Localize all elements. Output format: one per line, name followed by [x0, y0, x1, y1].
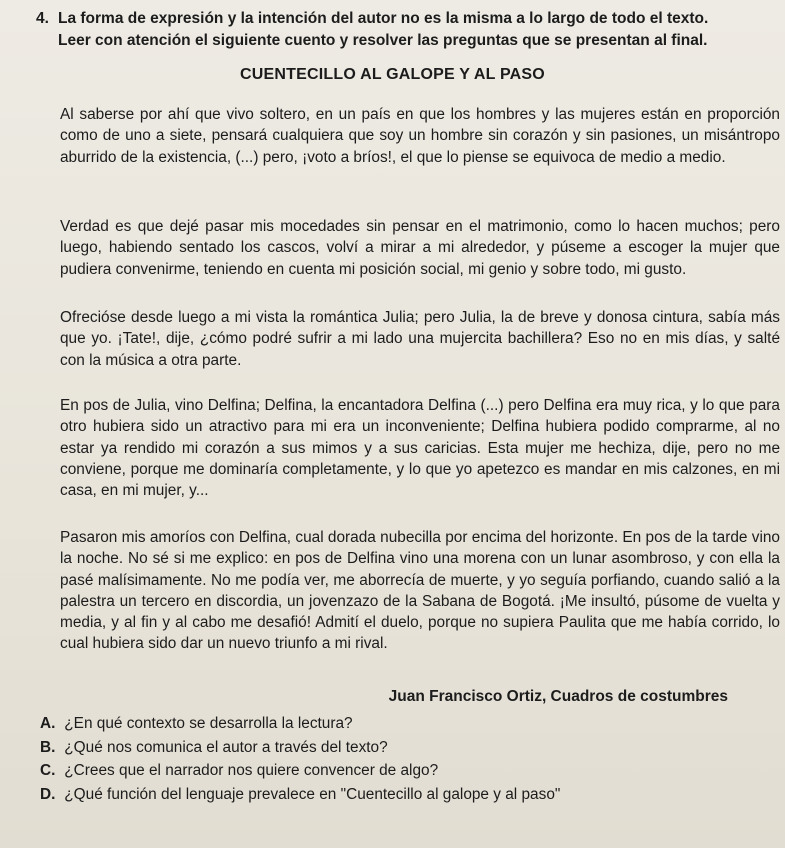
question-letter: C.	[40, 762, 56, 779]
question-text: ¿Qué nos comunica el autor a través del texto?	[64, 738, 388, 756]
story-paragraph-4: En pos de Julia, vino Delfina; Delfina, la encantadora Delfina (...) pero Delfina era muy rica, y lo que para otro hubiera sido un atractivo para mi era un inconveniente; Delfina hubiera podido comprarme, al no estar ya rendido mi corazón a sus mimos y a sus caricias. Esta mujer me hechiza, dije, pero no me conviene, porque me dominaría completamente, y lo que yo apetezco es mandar en mis calzones, en mi casa, en mi mujer, y...	[60, 397, 780, 500]
question-list	[40, 712, 780, 806]
question-text: ¿Qué función del lenguaje prevalece en "Cuentecillo al galope y al paso"	[64, 785, 561, 803]
heading-line-2: Leer con atención el siguiente cuento y resolver las preguntas que se presentan al final.	[58, 32, 708, 49]
question-c	[40, 759, 780, 783]
story-paragraph-5: Pasaron mis amoríos con Delfina, cual dorada nubecilla por encima del horizonte. En pos de la tarde vino la noche. No sé si me explico: en pos de Delfina vino una morena con un lunar asombroso, y con ella la pasé malísimamente. No me podía ver, me aborrecía de muerte, y yo seguía porfiando, cuando salió a la palestra un tercero en discordia, un jovenzazo de la Sabana de Bogotá. ¡Me insultó, púsome de vuelta y media, y al fin y al cabo me desafió! Admití el duelo, porque no supiera Paulita que me había corrido, lo cual hubiera sido dar un nuevo triunfo a mi rival.	[60, 529, 780, 653]
question-letter: D.	[40, 785, 56, 803]
story-paragraph-2: Verdad es que dejé pasar mis mocedades sin pensar en el matrimonio, como lo hacen muchos; pero luego, habiendo sentado los cascos, volví a mirar a mi alrededor, y púseme a escoger la mujer que pudiera convenirme, teniendo en cuenta mi posición social, mi genio y sobre todo, mi gusto.	[60, 218, 780, 278]
exercise-heading	[36, 8, 776, 52]
question-text: ¿Crees que el narrador nos quiere convencer de algo?	[64, 762, 439, 779]
question-letter: B.	[40, 738, 56, 756]
question-letter: A.	[40, 715, 56, 732]
exercise-number: 4.	[36, 10, 49, 27]
story-paragraph-1: Al saberse por ahí que vivo soltero, en un país en que los hombres y las mujeres están en proporción como de uno a siete, pensará cualquiera que soy un hombre sin corazón y sin pasiones, un misántropo aburrido de la existencia, (...) pero, ¡voto a bríos!, el que lo piense se equivoca de medio a medio.	[60, 106, 780, 166]
question-a	[40, 712, 780, 736]
question-text: ¿En qué contexto se desarrolla la lectura?	[64, 715, 353, 732]
question-b	[40, 736, 780, 760]
heading-text-1: La forma de expresión y la intención del autor no es la misma a lo largo de todo el texto.	[58, 10, 709, 27]
question-d	[40, 783, 780, 807]
story-paragraph-3: Ofrecióse desde luego a mi vista la romántica Julia; pero Julia, la de breve y donosa cintura, sabía más que yo. ¡Tate!, dije, ¿cómo podré sufrir a mi lado una mujercita bachillera? Eso no en mis días, y salté con la música a otra parte.	[60, 309, 780, 369]
story-author: Juan Francisco Ortiz, Cuadros de costumbres	[388, 688, 728, 705]
heading-line-1	[36, 8, 776, 30]
story-title: CUENTECILLO AL GALOPE Y AL PASO	[240, 66, 545, 83]
